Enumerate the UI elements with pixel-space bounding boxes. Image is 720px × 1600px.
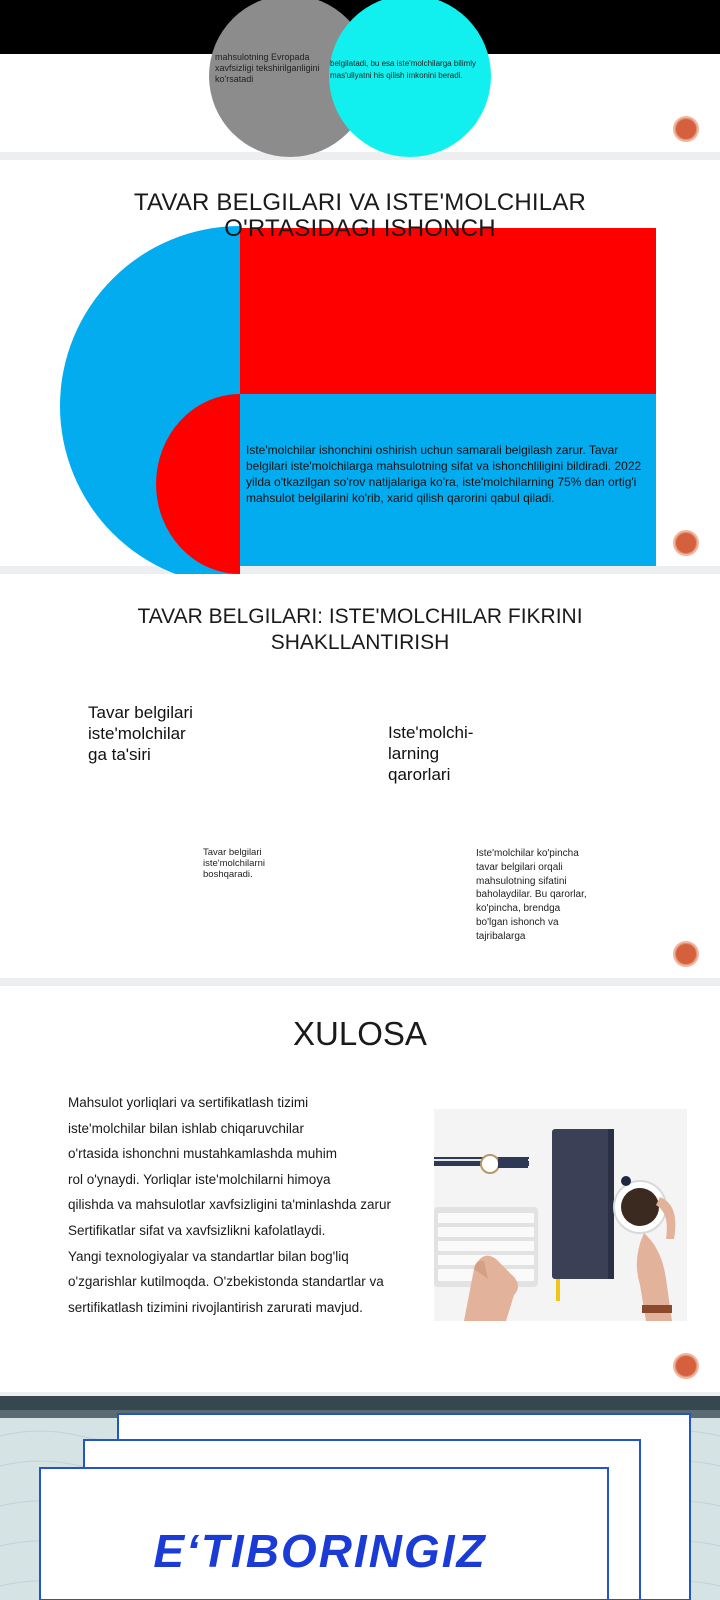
text-line: o'zgarishlar kutilmoqda. O'zbekistonda standartlar va bbox=[68, 1274, 384, 1290]
slide-conclusion[interactable] bbox=[0, 986, 720, 1392]
slide-body-text: Iste'molchilar ishonchini oshirish uchun samarali belgilash zarur. Tavar belgilari iste'molchilarga mahsulotning sifat va ishonchliligini bildiradi. 2022 yilda o'tkazilgan so'rov natijalariga ko'ra, iste'molchilarning 75% dan ortig'i mahsulot belgilarini ko'rib, xarid qilish qarorini qabul qiladi. bbox=[246, 443, 642, 505]
slide-nav-dot[interactable] bbox=[673, 1353, 699, 1379]
right-circle-text: belgilatadi, bu esa iste'molchilarga bilimly mas'uliyatni his qilish imkonini beradi. bbox=[330, 59, 477, 80]
slide-opinion[interactable] bbox=[0, 574, 720, 978]
slide-thanks[interactable] bbox=[0, 1396, 720, 1600]
text-line: iste'molchilar bilan ishlab chiqaruvchilar bbox=[68, 1120, 304, 1136]
left-circle-text: mahsulotning Evropada xavfsizligi tekshirilganligini ko'rsatadi bbox=[215, 52, 320, 84]
text-line: qilishda va mahsulotlar xavfsizligini ta'minlashda zarur bbox=[68, 1197, 391, 1213]
slide-title: TAVAR BELGILARI VA ISTE'MOLCHILAR bbox=[133, 189, 587, 216]
slide-nav-dot[interactable] bbox=[673, 116, 699, 142]
text-line: Yangi texnologiyalar va standartlar bilan bog'liq bbox=[68, 1248, 349, 1264]
conclusion-text bbox=[68, 1090, 434, 1330]
right-heading: Iste'molchi-larning qarorlari bbox=[388, 723, 474, 784]
text-line: rol o'ynaydi. Yorliqlar iste'molchilarni himoya bbox=[68, 1171, 331, 1187]
slide-nav-dot[interactable] bbox=[673, 530, 699, 556]
slide-nav-dot[interactable] bbox=[673, 941, 699, 967]
slide-title: E‘TIBORINGIZ bbox=[153, 1525, 487, 1577]
desk-photo-art bbox=[434, 1109, 687, 1321]
right-text: Iste'molchilar ko'pincha tavar belgilari orqali mahsulotning sifatini baholaydilar. Bu qarorlar, ko'pincha, brendga bo'lgan ishonch va tajribalarga bbox=[476, 848, 587, 942]
left-text: Tavar belgilari iste'molchilarni boshqaradi. bbox=[203, 847, 266, 880]
slide-title: TAVAR BELGILARI: ISTE'MOLCHILAR FIKRINI SHAKLLANTIRISH bbox=[137, 605, 583, 654]
text-line: sertifikatlash tizimini rivojlantirish zarurati mavjud. bbox=[68, 1299, 363, 1315]
red-rectangle bbox=[240, 228, 656, 394]
left-heading: Tavar belgilari iste'molchilar ga ta'siri bbox=[88, 703, 193, 764]
slide-venn[interactable] bbox=[0, 54, 720, 152]
slide-title-line2: O'RTASIDAGI ISHONCH bbox=[224, 215, 496, 242]
notebook-icon bbox=[552, 1129, 614, 1301]
text-line: Mahsulot yorliqlari va sertifikatlash tizimi bbox=[68, 1095, 309, 1110]
slide-trust[interactable] bbox=[0, 160, 720, 566]
desk-photo bbox=[434, 1109, 687, 1321]
text-line: Sertifikatlar sifat va xavfsizlikni kafolatlaydi. bbox=[68, 1222, 326, 1238]
slide-title: XULOSA bbox=[293, 1015, 427, 1052]
text-line: o'rtasida ishonchni mustahkamlashda muhim bbox=[68, 1146, 337, 1162]
